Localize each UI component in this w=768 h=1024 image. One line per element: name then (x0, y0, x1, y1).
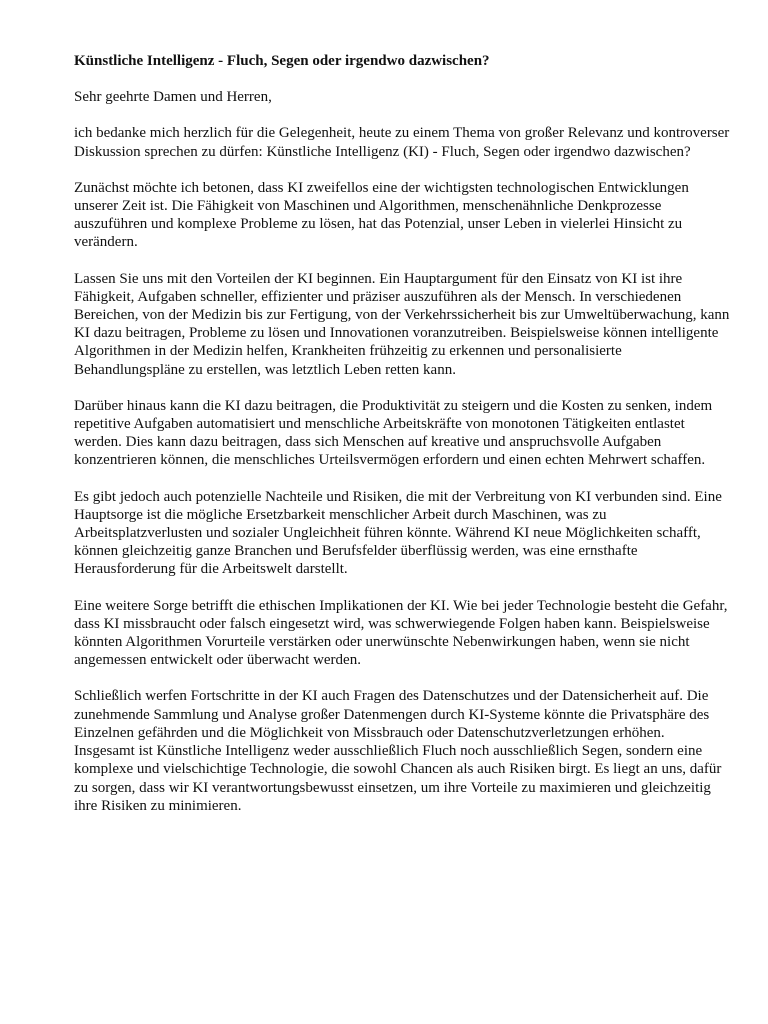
risks-paragraph: Es gibt jedoch auch potenzielle Nachteile und Risiken, die mit der Verbreitung von KI verbunden sind. Eine Hauptsorge ist die mögliche Ersetzbarkeit menschlicher Arbeit durch Maschinen, was zu Arbeitsplatzverlusten und sozialer Ungleichheit führen könnte. Während KI neue Möglichkeiten schafft, können gleichzeitig ganze Branchen und Berufsfelder überflüssig werden, was eine ernsthafte Herausforderung für die Arbeitswelt darstellt. (74, 488, 722, 578)
importance-paragraph: Zunächst möchte ich betonen, dass KI zweifellos eine der wichtigsten technologischen Entwicklungen unserer Zeit ist. Die Fähigkeit von Maschinen und Algorithmen, menschenähnliche Denkprozesse auszuführen und komplexe Probleme zu lösen, hat das Potenzial, unser Leben in vielerlei Hinsicht zu verändern. (74, 179, 689, 251)
privacy-paragraph: Schließlich werfen Fortschritte in der KI auch Fragen des Datenschutzes und der Datensicherheit auf. Die zunehmende Sammlung und Analyse großer Datenmengen durch KI-Systeme könnte die Privatsphäre des Einzelnen gefährden und die Möglichkeit von Missbrauch oder Datenschutzverletzungen erhöhen. (74, 688, 710, 741)
conclusion-paragraph: Insgesamt ist Künstliche Intelligenz weder ausschließlich Fluch noch ausschließlich Segen, sondern eine komplexe und vielschichtige Technologie, die sowohl Chancen als auch Risiken birgt. Es liegt an uns, dafür zu sorgen, dass wir KI verantwortungsbewusst einsetzen, um ihre Vorteile zu maximieren und gleichzeitig ihre Risiken zu minimieren. (74, 743, 722, 814)
salutation-paragraph: Sehr geehrte Damen und Herren, (74, 89, 272, 106)
ethics-paragraph: Eine weitere Sorge betrifft die ethischen Implikationen der KI. Wie bei jeder Technologie besteht die Gefahr, dass KI missbraucht oder falsch eingesetzt wird, was schwerwiegende Folgen haben kann. Beispielsweise könnten Algorithmen Vorurteile verstärken oder unerwünschte Nebenwirkungen haben, wenn sie nicht angemessen entwickelt oder überwacht werden. (74, 597, 728, 669)
intro-paragraph: ich bedanke mich herzlich für die Gelegenheit, heute zu einem Thema von großer Relevanz und kontroverser Diskussion sprechen zu dürfen: Künstliche Intelligenz (KI) - Fluch, Segen oder irgendwo dazwischen? (74, 125, 730, 160)
advantages-paragraph: Lassen Sie uns mit den Vorteilen der KI beginnen. Ein Hauptargument für den Einsatz von KI ist ihre Fähigkeit, Aufgaben schneller, effizienter und präziser auszuführen als der Mensch. In verschiedenen Bereichen, von der Medizin bis zur Fertigung, von der Verkehrssicherheit bis zur Umweltüberwachung, kann KI dazu beitragen, Probleme zu lösen und Innovationen voranzutreiben. Beispielsweise können intelligente Algorithmen in der Medizin helfen, Krankheiten frühzeitig zu erkennen und personalisierte Behandlungspläne zu erstellen, was letztlich Leben retten kann. (74, 270, 730, 378)
document-page (74, 52, 734, 833)
document-title: Künstliche Intelligenz - Fluch, Segen oder irgendwo dazwischen? (74, 53, 490, 69)
productivity-paragraph: Darüber hinaus kann die KI dazu beitragen, die Produktivität zu steigern und die Kosten zu senken, indem repetitive Aufgaben automatisiert und menschliche Arbeitskräfte von monotonen Tätigkeiten entlastet werden. Dies kann dazu beitragen, dass sich Menschen auf kreative und anspruchsvolle Aufgaben konzentrieren können, die menschliches Urteilsvermögen erfordern und einen echten Mehrwert schaffen. (74, 397, 713, 469)
